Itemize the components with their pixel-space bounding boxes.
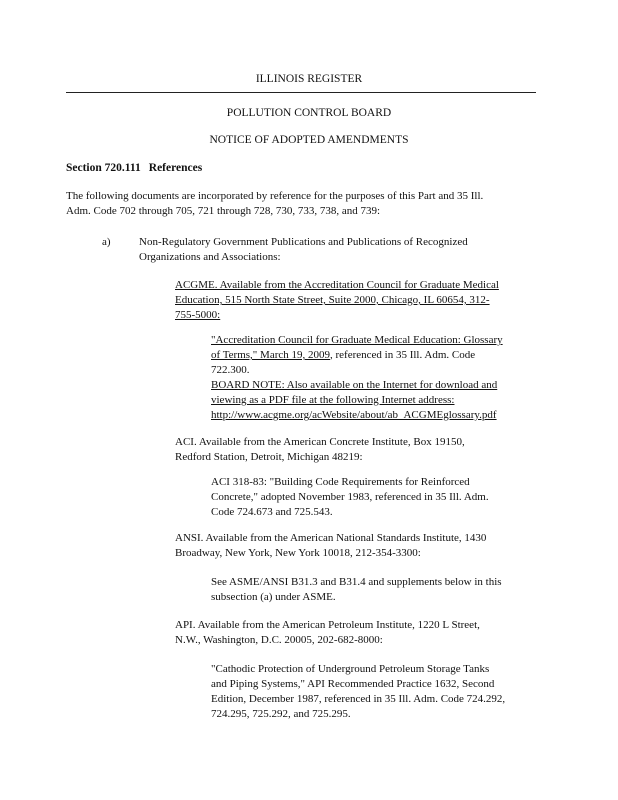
- notice-title: NOTICE OF ADOPTED AMENDMENTS: [209, 134, 409, 146]
- api-doc-line: Edition, December 1987, referenced in 35 Ill. Adm. Code 724.292,: [211, 693, 506, 705]
- subsection-a-text: [139, 235, 539, 265]
- acgme-line: 755-5000:: [175, 309, 221, 321]
- board-note-url[interactable]: http://www.acgme.org/acWebsite/about/ab_ACGMEglossary.pdf: [211, 409, 497, 421]
- api-doc-line: and Piping Systems," API Recommended Practice 1632, Second: [211, 678, 495, 690]
- api-line: API. Available from the American Petroleum Institute, 1220 L Street,: [175, 619, 480, 631]
- acgme-doc-date: of Terms," March 19, 2009: [211, 349, 330, 361]
- section-title: References: [148, 162, 203, 174]
- aci-document: [211, 475, 541, 520]
- acgme-doc-line: "Accreditation Council for Graduate Medical Education: Glossary: [211, 334, 503, 346]
- aci-doc-line: Code 724.673 and 725.543.: [211, 506, 333, 518]
- api-line: N.W., Washington, D.C. 20005, 202-682-8000:: [175, 634, 383, 646]
- ansi-doc-line: See ASME/ANSI B31.3 and B31.4 and supplements below in this: [211, 576, 502, 588]
- acgme-document: [211, 333, 541, 423]
- acgme-line: ACGME. Available from the Accreditation Council for Graduate Medical: [175, 279, 499, 291]
- acgme-doc-line: 722.300.: [211, 364, 250, 376]
- api-document: [211, 662, 541, 722]
- register-title: ILLINOIS REGISTER: [255, 73, 363, 85]
- section-heading: [66, 161, 202, 176]
- subsection-label: a): [102, 236, 111, 248]
- ansi-line: ANSI. Available from the American National Standards Institute, 1430: [175, 532, 487, 544]
- subsection-line: Non-Regulatory Government Publications and Publications of Recognized: [139, 236, 468, 248]
- section-number: Section 720.111: [66, 162, 141, 174]
- intro-line: Adm. Code 702 through 705, 721 through 728, 730, 733, 738, and 739:: [66, 205, 381, 217]
- board-note-line: BOARD NOTE: Also available on the Internet for download and: [211, 379, 498, 391]
- ansi-entry: [175, 531, 537, 561]
- api-entry: [175, 618, 537, 648]
- ansi-doc-line: subsection (a) under ASME.: [211, 591, 336, 603]
- subsection-line: Organizations and Associations:: [139, 251, 281, 263]
- acgme-entry: [175, 278, 537, 323]
- aci-doc-line: ACI 318-83: "Building Code Requirements for Reinforced: [211, 476, 470, 488]
- intro-line: The following documents are incorporated by reference for the purposes of this Part and 35 Ill.: [66, 190, 484, 202]
- intro-paragraph: [66, 189, 536, 219]
- aci-line: Redford Station, Detroit, Michigan 48219:: [175, 451, 363, 463]
- board-note-line: viewing as a PDF file at the following Internet address:: [211, 394, 455, 406]
- aci-entry: [175, 435, 537, 465]
- ansi-document: [211, 575, 541, 605]
- api-doc-line: "Cathodic Protection of Underground Petroleum Storage Tanks: [211, 663, 490, 675]
- acgme-doc-ref: , referenced in 35 Ill. Adm. Code: [330, 349, 476, 361]
- acgme-line: Education, 515 North State Street, Suite 2000, Chicago, IL 60654, 312-: [175, 294, 490, 306]
- aci-doc-line: Concrete," adopted November 1983, referenced in 35 Ill. Adm.: [211, 491, 489, 503]
- header-rule: [66, 92, 536, 93]
- aci-line: ACI. Available from the American Concrete Institute, Box 19150,: [175, 436, 465, 448]
- board-name: POLLUTION CONTROL BOARD: [226, 107, 392, 119]
- api-doc-line: 724.295, 725.292, and 725.295.: [211, 708, 351, 720]
- ansi-line: Broadway, New York, New York 10018, 212-354-3300:: [175, 547, 421, 559]
